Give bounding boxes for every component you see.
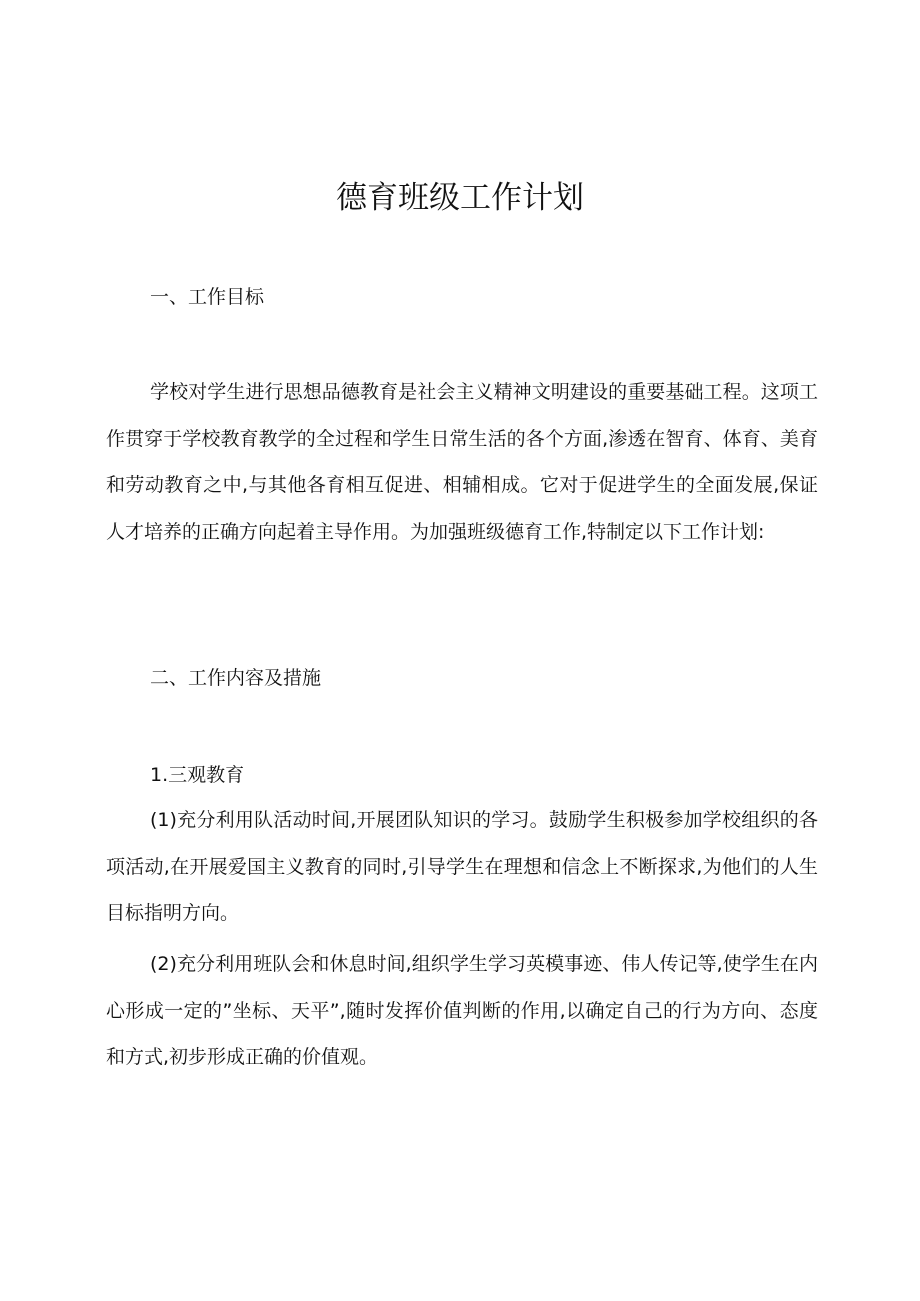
list-item-paragraph-2: (2)充分利用班队会和休息时间,组织学生学习英模事迹、伟人传记等,使学生在内心形成一定的”坐标、天平”,随时发挥价值判断的作用,以确定自己的行为方向、态度和方式,初步形成正确的价值观。 <box>106 953 818 1068</box>
section-paragraph-goals: 学校对学生进行思想品德教育是社会主义精神文明建设的重要基础工程。这项工作贯穿于学校教育教学的全过程和学生日常生活的各个方面,渗透在智育、体育、美育和劳动教育之中,与其他各育相互促进、相辅相成。它对于促进学生的全面发展,保证人才培养的正确方向起着主导作用。为加强班级德育工作,特制定以下工作计划: <box>106 381 818 543</box>
document-title: 德育班级工作计划 <box>336 180 584 216</box>
list-item-paragraph-1: (1)充分利用队活动时间,开展团队知识的学习。鼓励学生积极参加学校组织的各项活动,在开展爱国主义教育的同时,引导学生在理想和信念上不断探求,为他们的人生目标指明方向。 <box>106 809 818 924</box>
section-heading-goals: 一、工作目标 <box>150 286 265 308</box>
subsection-heading-three-views: 1.三观教育 <box>150 764 245 786</box>
section-heading-content-measures: 二、工作内容及措施 <box>150 667 322 689</box>
